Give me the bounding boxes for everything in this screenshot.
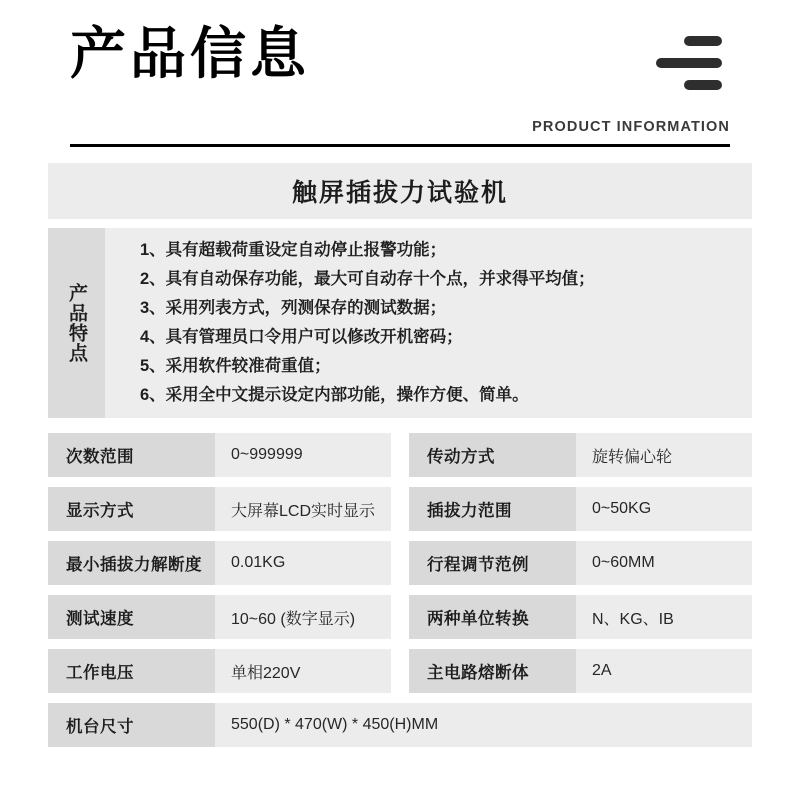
spec-value: 0.01KG: [215, 541, 391, 585]
spec-value: 0~60MM: [576, 541, 752, 585]
spec-cell-right: [409, 649, 752, 693]
page-subtitle-english: PRODUCT INFORMATION: [532, 119, 730, 135]
spec-cell-full: [48, 703, 752, 747]
spec-value: 10~60 (数字显示): [215, 595, 391, 639]
spec-cell-right: [409, 487, 752, 531]
spec-label: 最小插拔力解断度: [48, 541, 215, 585]
product-name-text: 触屏插拔力试验机: [291, 179, 508, 207]
spec-label: 行程调节范例: [409, 541, 576, 585]
spec-label: 两种单位转换: [409, 595, 576, 639]
feature-item: 2、具有自动保存功能，最大可自动存十个点，并求得平均值；: [140, 270, 595, 288]
feature-item: 3、采用列表方式，列测保存的测试数据；: [140, 299, 447, 317]
product-features-section: [48, 228, 752, 418]
spec-label: 插拔力范围: [409, 487, 576, 531]
three-bars-icon-bar-middle: [656, 58, 722, 68]
spec-label: 传动方式: [409, 433, 576, 477]
spec-label: 工作电压: [48, 649, 215, 693]
spec-value: 0~999999: [215, 433, 391, 477]
three-bars-icon: [656, 36, 722, 94]
table-row: [48, 595, 752, 639]
header-divider: [70, 144, 730, 147]
spec-value: 大屏幕LCD实时显示: [215, 487, 391, 531]
spec-cell-left: [48, 541, 391, 585]
spec-cell-left: [48, 433, 391, 477]
spec-label: 次数范围: [48, 433, 215, 477]
spec-cell-left: [48, 649, 391, 693]
table-row: [48, 541, 752, 585]
three-bars-icon-bar-top: [684, 36, 722, 46]
product-name-bar: [48, 163, 752, 219]
spec-label: 显示方式: [48, 487, 215, 531]
spec-cell-right: [409, 541, 752, 585]
spec-cell-left: [48, 487, 391, 531]
spec-label: 机台尺寸: [48, 703, 215, 747]
spec-value: 550(D) * 470(W) * 450(H)MM: [215, 703, 752, 747]
feature-item: 5、采用软件较准荷重值；: [140, 357, 331, 375]
spec-value: 2A: [576, 649, 752, 693]
table-row: [48, 487, 752, 531]
page-title: 产品信息: [70, 22, 310, 85]
three-bars-icon-bar-bottom: [684, 80, 722, 90]
spec-cell-right: [409, 433, 752, 477]
spec-value: 单相220V: [215, 649, 391, 693]
spec-value: 旋转偏心轮: [576, 433, 752, 477]
spec-cell-right: [409, 595, 752, 639]
product-features-label-cell: [48, 228, 105, 418]
specifications-table: [48, 433, 752, 757]
table-row: [48, 433, 752, 477]
spec-label: 主电路熔断体: [409, 649, 576, 693]
product-features-label: 产品特点: [66, 283, 88, 363]
spec-label: 测试速度: [48, 595, 215, 639]
table-row: [48, 703, 752, 747]
product-features-list: [105, 228, 752, 418]
spec-value: 0~50KG: [576, 487, 752, 531]
spec-cell-left: [48, 595, 391, 639]
page-header: [0, 0, 800, 150]
feature-item: 6、采用全中文提示设定内部功能，操作方便、简单。: [140, 386, 529, 404]
table-row: [48, 649, 752, 693]
feature-item: 1、具有超载荷重设定自动停止报警功能；: [140, 241, 447, 259]
feature-item: 4、具有管理员口令用户可以修改开机密码；: [140, 328, 463, 346]
spec-value: N、KG、IB: [576, 595, 752, 639]
